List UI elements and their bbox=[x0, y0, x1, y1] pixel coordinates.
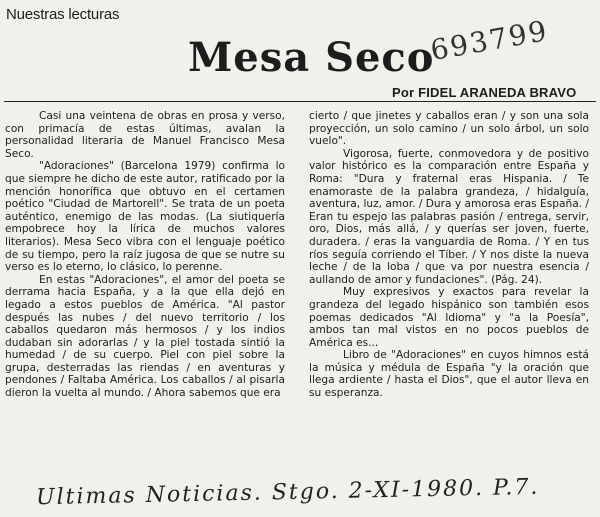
paragraph: "Adoraciones" (Barcelona 1979) confirma lo que siempre he dicho de este autor, ratificado por la mención honorífica que obtuvo en el certamen poético "Ciudad de Martorell". Se trata de un poeta auténtico, enemigo de las modas. (La siutiquería empobrece hoy la lírica de muchos valores literarios). Mesa Seco vibra con el lenguaje poético de su tiempo, pero la raíz jugosa de que se nutre su verso es lo eterno, lo clásico, lo perenne. bbox=[5, 160, 285, 274]
paragraph-continuation: cierto / que jinetes y caballos eran / y son una sola proyección, un solo camino / un solo árbol, un solo vuelo". bbox=[309, 110, 589, 148]
right-column bbox=[309, 110, 589, 400]
paragraph: Libro de "Adoraciones" en cuyos himnos está la música y médula de España "y la oración que llega ardiente / hasta el Dios", que el autor lleva en su esperanza. bbox=[309, 349, 589, 400]
header-rule bbox=[4, 101, 596, 102]
article-title: Mesa Seco bbox=[188, 34, 435, 81]
left-column bbox=[5, 110, 285, 400]
byline: Por FIDEL ARANEDA BRAVO bbox=[392, 85, 577, 100]
handwritten-source-note: Ultimas Noticias. Stgo. 2-XI-1980. P.7. bbox=[35, 474, 540, 511]
paragraph: Casi una veintena de obras en prosa y verso, con primacía de estas últimas, avalan la personalidad literaria de Manuel Francisco Mesa Seco. bbox=[5, 110, 285, 160]
handwritten-number: 693799 bbox=[428, 13, 551, 68]
paragraph: Muy expresivos y exactos para revelar la grandeza del legado hispánico son también esos poemas dedicados "Al Idioma" y "a la Poesía", ambos tan mal vistos en no pocos pueblos de América es... bbox=[309, 286, 589, 349]
paragraph: Vigorosa, fuerte, conmovedora y de positivo valor histórico es la comparación entre España y Roma: "Dura y fraternal eras Hispania. / Te enamoraste de la palabra grandeza, / hidalguía, aventura, luz, amor. / Dura y amorosa eras España. / Eran tu espejo las palabras pasión / entrega, servir, oro, Dios, más allá, / y querías ser joven, fuerte, duradera. / eras la vanguardia de Roma. / Y en tus ríos seguía corriendo el Tíber. / Y nos diste la nueva leche / de la loba / que va por nuestra esencia / aullando de amor y fundaciones". (Pág. 24). bbox=[309, 147, 589, 286]
paragraph: En estas "Adoraciones", el amor del poeta se derrama hacia España, y a la que ella dejó en legado a estos pueblos de América. "Al pastor después las nubes / del nuevo territorio / los caballos quedaron más hermosos / y los indios dudaban sin adorarlas / y la piel tostada sintió la humedad / de su cuerpo. Piel con piel sobre la grupa, desterradas las riendas / en aventuras y pendones / Faltaba América. Los caballos / al pisarla dieron la vuelta al mundo. / Ahora sabemos que era bbox=[5, 273, 285, 400]
section-label: Nuestras lecturas bbox=[6, 6, 120, 23]
